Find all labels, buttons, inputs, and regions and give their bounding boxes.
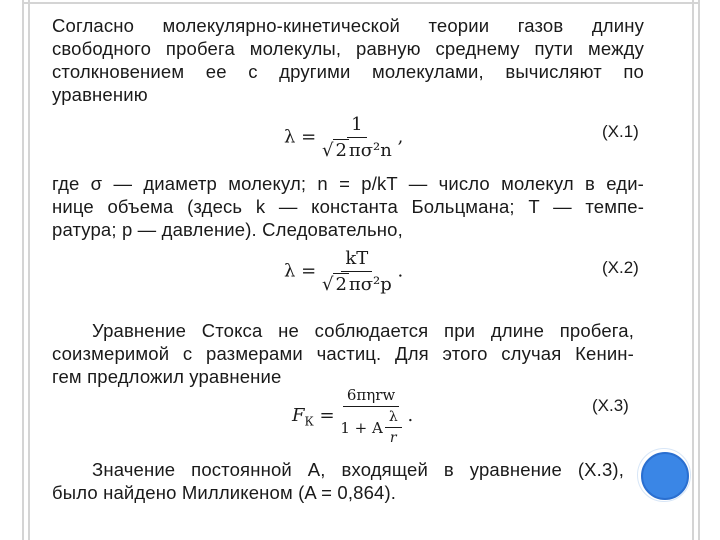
eq3-denominator: 1 + A $\frac{\lambda}{r}$ — [340, 407, 401, 446]
eq3-lhs-sub: К — [304, 414, 314, 429]
frame-line-top — [22, 2, 698, 4]
eq3-lhs: F — [292, 405, 305, 426]
scanned-page — [52, 8, 664, 508]
frame-line-left-inner — [28, 0, 30, 540]
equation-x2 — [284, 248, 403, 295]
equation-number-x2: (X.2) — [602, 258, 639, 277]
eq3-trail: . — [407, 405, 414, 426]
frame-line-right-inner — [692, 0, 694, 540]
eq1-numerator: 1 — [347, 114, 366, 138]
eq2-trail: . — [397, 260, 404, 282]
equation-number-x1: (X.1) — [602, 122, 639, 141]
equation-x3 — [292, 386, 413, 446]
eq2-denominator: √ 2 πσ²p — [321, 274, 392, 295]
frame-line-left — [22, 0, 24, 540]
eq3-numerator: 6πηrw — [343, 386, 399, 407]
eq3-inner-fraction: $\frac{\lambda}{r}$ — [385, 409, 402, 446]
text-line: нице объема (здесь k — константа Больцмана; T — темпе- — [52, 196, 644, 217]
text-line: было найдено Милликеном (A = 0,864). — [52, 482, 397, 503]
decorative-circle — [641, 452, 689, 500]
eq1-lhs: λ = — [284, 126, 317, 148]
text-line: ратура; p — давление). Следовательно, — [52, 219, 403, 240]
text-line: столкновением ее с другими молекулами, вычисляют по — [52, 61, 644, 82]
paragraph-definitions — [52, 172, 644, 241]
eq3-fraction — [340, 386, 401, 446]
paragraph-stokes — [52, 319, 634, 388]
text-line: Согласно молекулярно-кинетической теории газов длину — [52, 15, 644, 36]
text-line: гем предложил уравнение — [52, 366, 282, 387]
eq1-fraction — [322, 114, 392, 161]
eq1-sqrt: √ 2 — [321, 140, 347, 161]
paragraph-millikan — [52, 458, 624, 504]
text-line: свободного пробега молекулы, равную среднему пути между — [52, 38, 644, 59]
eq1-trail: , — [397, 126, 404, 148]
eq2-numerator: kT — [341, 248, 372, 272]
equation-number-x3: (X.3) — [592, 396, 629, 415]
eq3-equals: = — [319, 405, 335, 426]
text-line: уравнению — [52, 84, 148, 105]
eq1-denominator: √ 2 πσ²n — [321, 140, 392, 161]
text-line: Значение постоянной A, входящей в уравнение (X.3), — [92, 459, 624, 480]
text-line: Уравнение Стокса не соблюдается при длине пробега, — [92, 320, 634, 341]
frame-line-right — [698, 0, 700, 540]
eq2-fraction — [322, 248, 392, 295]
eq2-lhs: λ = — [284, 260, 317, 282]
text-line: где σ — диаметр молекул; n = p/kT — число молекул в еди- — [52, 173, 644, 194]
text-line: соизмеримой с размерами частиц. Для этого случая Кенин- — [52, 343, 634, 364]
eq2-sqrt: √ 2 — [321, 274, 347, 295]
paragraph-intro — [52, 14, 644, 106]
equation-x1 — [284, 114, 403, 161]
